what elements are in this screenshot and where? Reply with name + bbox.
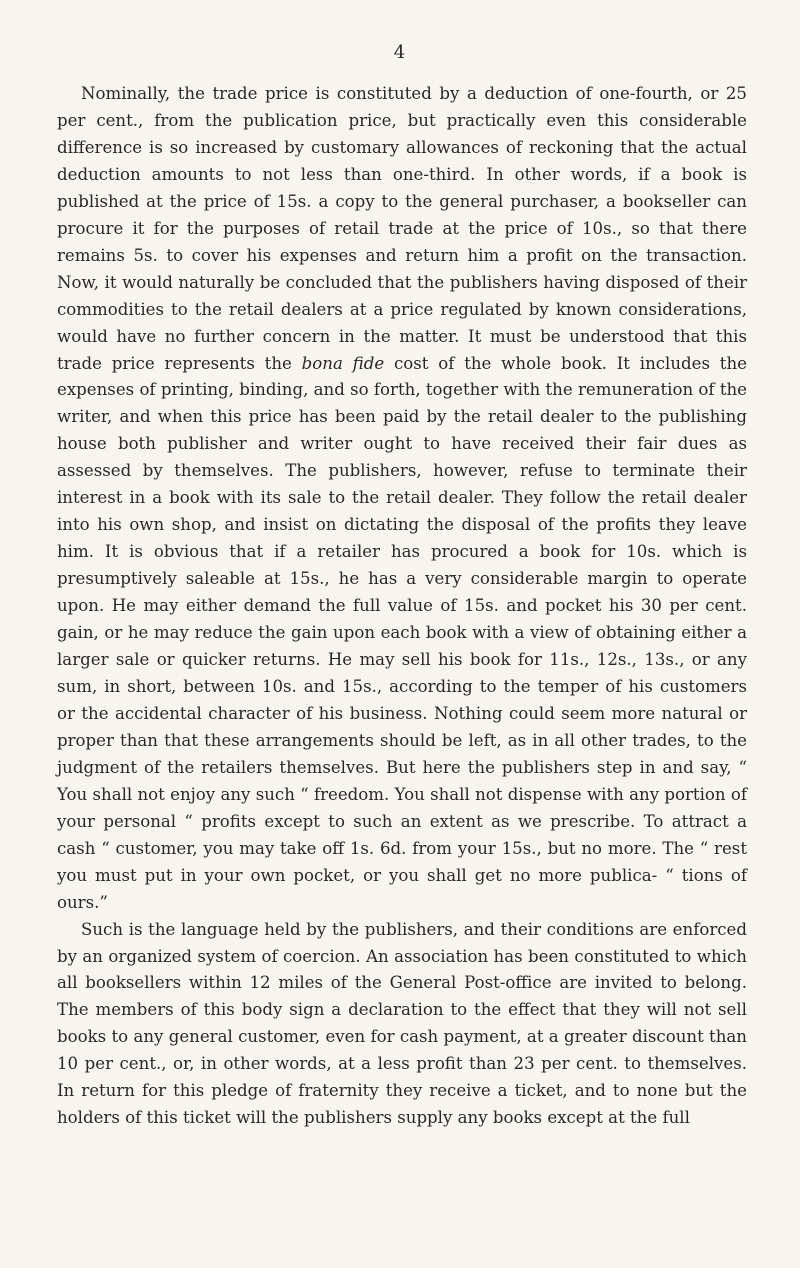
paragraph bbox=[57, 81, 747, 917]
latin-phrase: bona fide bbox=[301, 353, 385, 373]
page-number: 4 bbox=[393, 42, 407, 63]
paragraph-text: Nominally, the trade price is constituted by a deduction of one-fourth, or 25 per cent., from the publication price, but practically even this considerable difference is so increased by customary allowances of reckoning that the actual deduction amounts to not less than one-third. In other words, if a book is published at the price of 15s. a copy to the general purchaser, a bookseller can procure it for the purposes of retail trade at the price of 10s., so that there remains 5s. to cover his expenses and return him a profit on the transaction. Now, it would naturally be concluded that the publishers having disposed of their commodities to the retail dealers at a price regulated by known considerations, would have no further concern in the matter. It must be understood that this trade price represents the bbox=[57, 84, 747, 373]
body-text bbox=[57, 81, 747, 1132]
paragraph: Such is the language held by the publishers, and their conditions are enforced by an organized system of coercion. An association has been constituted to which all booksellers within 12 miles of the General Post-office are invited to belong. The members of this body sign a declaration to the effect that they will not sell books to any general customer, even for cash payment, at a greater discount than 10 per cent., or, in other words, at a less profit than 23 per cent. to themselves. In return for this pledge of fraternity they receive a ticket, and to none but the holders of this ticket will the publishers supply any books except at the full bbox=[57, 919, 747, 1128]
paragraph-text-continued: cost of the whole book. It includes the expenses of printing, binding, and so forth, together with the remuneration of the writer, and when this price has been paid by the retail dealer to the publishing house both publisher and writer ought to have received their fair dues as assessed by themselves. The publishers, however, refuse to terminate their interest in a book with its sale to the retail dealer. They follow the retail dealer into his own shop, and insist on dictating the disposal of the profits they leave him. It is obvious that if a retailer has procured a book for 10s. which is presumptively saleable at 15s., he has a very considerable margin to operate upon. He may either demand the full value of 15s. and pocket his 30 per cent. gain, or he may reduce the gain upon each book with a view of obtaining either a larger sale or quicker returns. He may sell his book for 11s., 12s., 13s., or any sum, in short, between 10s. and 15s., according to the temper of his customers or the accidental character of his business. Nothing could seem more natural or proper than that these arrangements should be left, as in all other trades, to the judgment of the retailers themselves. But here the publishers step in and say, “ You shall not enjoy any such “ freedom. You shall not dispense with any portion of your personal “ profits except to such an extent as we prescribe. To attract a cash “ customer, you may take off 1s. 6d. from your 15s., but no more. The “ rest you must put in your own pocket, or you shall get no more publica- “ tions of ours.” bbox=[57, 353, 747, 912]
